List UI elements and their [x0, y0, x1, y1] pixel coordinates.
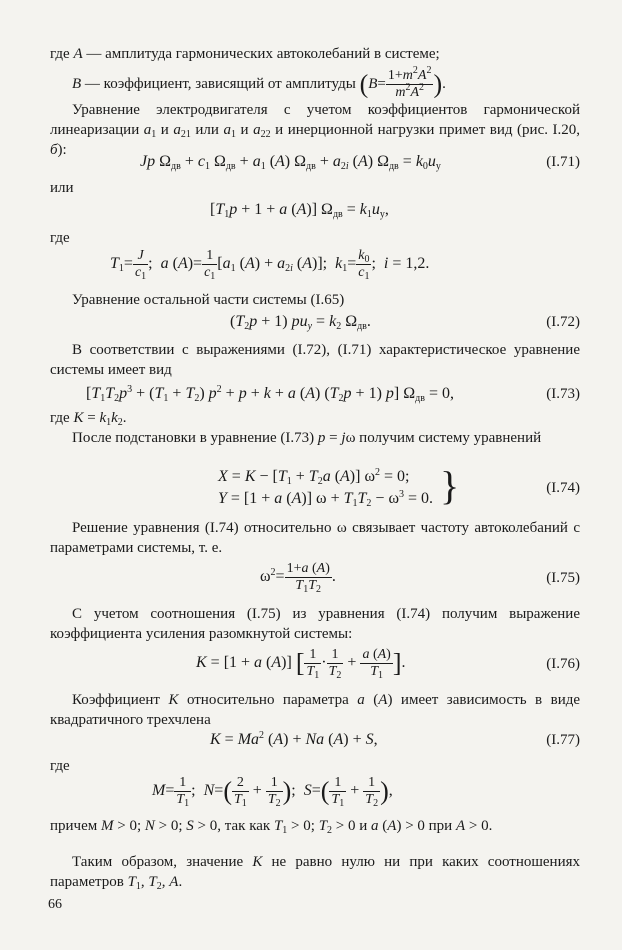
paragraph-quadratic: Коэффициент K относительно параметра a (A) имеет зависимость в виде квадратичного трехчлена: [50, 692, 581, 728]
equation-number: (I.72): [546, 314, 580, 330]
text-where-K: где $K = k_1k_2$.: [50, 410, 127, 428]
text-where-MNS: где: [50, 758, 70, 774]
equation-I77: $K = Ma^2$ (A) + Na (A) + S, (I.77): [210, 730, 580, 748]
paragraph-substitution: После подстановки в уравнение (I.73) p = jω получим систему уравнений: [72, 430, 542, 446]
paragraph-characteristic: В соответствии с выражениями (I.72), (I.71) характеристическое уравнение системы имеет вид: [50, 342, 580, 378]
equation-I72: $(T_2p + 1) pu_y = k_2$ $\Omega_{дв}$. (I.72): [230, 313, 580, 332]
text-line-1: где A — амплитуда гармонических автоколебаний в системе;: [50, 46, 440, 62]
text-rest-of-system: Уравнение остальной части системы (I.65): [72, 292, 345, 308]
equation-linearized: [$T_1p + 1 + a$ (A)] $\Omega_{дв} = k_1u_у$,: [210, 201, 389, 220]
paragraph-motor-equation: Уравнение электродвигателя с учетом коэффициентов гармонической линеаризации $a_1$ и $a_{21}$ или $a_1$ и $a_{22}$ и инерционной нагрузки примет вид (рис. I.20, б):: [50, 102, 581, 158]
equation-number: (I.77): [546, 732, 580, 748]
equation-definitions: $T_1=$ $\frac{J}{c_1}$ ; a (A)= $\frac{1}{c_1}$ [$a_1$ $(A) + a_{2i}$ (A)]; $k_1=$ $\frac{k_0}{c_1}$ ; i = 1,2.: [110, 247, 430, 282]
text-line-2: B — коэффициент, зависящий от амплитуды (B= $\frac{1+m^2A^2}{m^2A^2}$ ).: [72, 65, 446, 100]
page-number: 66: [48, 897, 62, 912]
paragraph-conclusion: Таким образом, значение K не равно нулю ни при каких соотношениях параметров $T_1$, $T_2$, A.: [50, 854, 581, 892]
equation-I71: Jp $\Omega_{дв} + c_1$ $\Omega_{дв} + a_1$ (A) $\Omega_{дв} + a_{2i}$ (A) $\Omega_{дв} = k_0u_у$ (I.71): [140, 153, 580, 172]
equation-I73: [$T_1T_2p^3 + (T_1 + T_2) p^2 + p + k + a$ (A) $(T_2p + 1)$ p] $\Omega_{дв} = 0$, (I.73): [86, 384, 580, 404]
equation-number: (I.73): [546, 386, 580, 402]
equation-number: (I.71): [546, 154, 580, 170]
text-where: где: [50, 230, 70, 246]
equation-number: (I.75): [546, 570, 580, 586]
paragraph-solution: Решение уравнения (I.74) относительно ω связывает частоту автоколебаний с параметрами системы, т. е.: [50, 520, 580, 556]
equation-I74: $X = K - [T_1 + T_2a$ (A)] $\omega^2 = 0$; Y = [1 + a (A)] $\omega + T_1T_2 - \omega^3 = 0$. } (I.74): [218, 463, 580, 509]
text-or: или: [50, 180, 74, 196]
equation-number: (I.76): [546, 656, 580, 672]
equation-number: (I.74): [546, 480, 580, 496]
equation-I75: $\omega^2=$ $\frac{1+a (A)}{T_1T_2}$ . (I.75): [260, 560, 580, 595]
text-conditions: причем M > 0; N > 0; S > 0, так как $T_1 > 0$; $T_2 > 0$ и a (A) > 0 при A > 0.: [50, 818, 493, 836]
equation-MNS: M= $\frac{1}{T_1}$ ; N=( $\frac{2}{T_1}$ + $\frac{1}{T_2}$ ); S=( $\frac{1}{T_1}$ + $\frac{1}{T_2}$ ),: [152, 774, 393, 809]
equation-I76: K = [1 + a (A)] [ $\frac{1}{T_1}$ · $\frac{1}{T_2}$ + $\frac{a (A)}{T_1}$ ]. (I.76): [196, 646, 580, 681]
paragraph-gain: С учетом соотношения (I.75) из уравнения (I.74) получим выражение коэффициента усиления разомкнутой системы:: [50, 606, 580, 642]
